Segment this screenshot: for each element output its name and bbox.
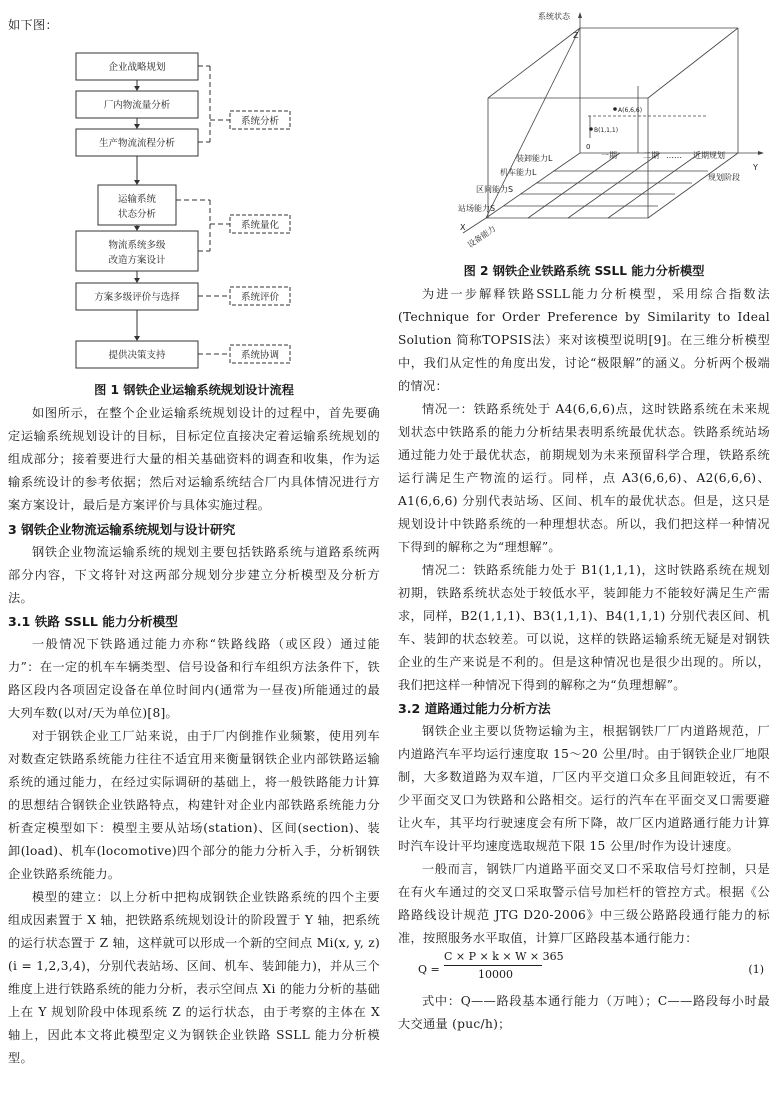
svg-text:设备能力: 设备能力 [465,223,498,250]
right-paragraph-2: 情况一：铁路系统处于 A4(6,6,6)点，这时铁路系统在未来规划状态中铁路系的能力分析结果表明系统最优状态。铁路系统站场通过能力处于最优状态，前期规划为未来预留科学合理，铁路系统运行满足生产物流的运行。同样，点 A3(6,6,6)、A2(6,6,6)、A1(6,6,6) 分别代表站场、区间、机车的最优状态。但是，这只是规划设计中铁路系统的一种理想状态。所以，我们把这样一种情况下得到的解称之为“理想解”。 [398,402,770,554]
right-paragraph-3: 情况二：铁路系统能力处于 B1(1,1,1)，这时铁路系统在规划初期，铁路系统状态处于较低水平，装卸能力不能较好满足生产需求，同样，B2(1,1,1)、B3(1,1,1)、B4(1,1,1) 分别代表区间、机车、装卸的状态较差。可以说，这样的铁路运输系统无疑是对钢铁企业的生产来说是不利的。但是这种情况也是很少出现的。所以，我们把这样一种情况下得到的解称之为“负理想解”。 [398,563,770,692]
svg-text:A(6,6,6): A(6,6,6) [618,107,643,114]
figure-2-3d-model [398,8,770,258]
svg-text:机车能力L: 机车能力L [500,168,537,177]
svg-text:B(1,1,1): B(1,1,1) [594,127,619,134]
svg-text:生产物流流程分析: 生产物流流程分析 [98,138,176,149]
left-paragraph-1: 如图所示，在整个企业运输系统规划设计的过程中，首先要确定运输系统规划设计的目标，目标定位直接决定着运输系统规划的组成部分；接着要进行大量的相关基础资料的调查和收集，作为运输系统设计的参考依据；然后对运输系统结合厂内具体情况进行方案方案设计，最后是方案评价与具体实施过程。 [8,406,380,512]
svg-text:运输系统: 运输系统 [117,194,157,205]
intro-text: 如下图： [8,18,58,32]
svg-text:系统评价: 系统评价 [240,292,280,303]
svg-text:提供决策支持: 提供决策支持 [108,350,166,361]
figure-2-caption: 图 2 钢铁企业铁路系统 SSLL 能力分析模型 [463,264,705,278]
svg-text:二期: 二期 [643,151,659,160]
svg-text:站场能力S: 站场能力S [458,204,496,213]
svg-text:区间能力S: 区间能力S [476,185,514,194]
svg-text:企业战略规划: 企业战略规划 [108,62,166,73]
svg-text:状态分析: 状态分析 [117,209,157,220]
left-paragraph-5: 模型的建立：以上分析中把构成钢铁企业铁路系统的四个主要组成因素置于 X 轴，把铁路系统规划设计的阶段置于 Y 轴，把系统的运行状态置于 Z 轴，这样就可以形成一个新的空间点 Mi(x, y, z) (i = 1,2,3,4)，分别代表站场、区间、机车、装卸能力)，并从三个维度上进行铁路系统的能力分析，表示空间点 Xi 的能力分析的基础上在 Y 规划阶段中体现系统 Z 的运行状态，由于考察的主体在 X 轴上，因此本文将此模型定义为钢铁企业铁路 SSLL 能力分析模型。 [8,890,380,1065]
svg-text:系统量化: 系统量化 [240,220,280,231]
svg-text:厂内物流量分析: 厂内物流量分析 [103,100,171,111]
svg-text:近期规划: 近期规划 [693,151,725,160]
svg-text:改造方案设计: 改造方案设计 [108,255,166,266]
figure-1-flowchart [8,40,380,375]
right-paragraph-1: 为进一步解释铁路SSLL能力分析模型，采用综合指数法(Technique for Order Preference by Similarity to Ideal Solution 简称TOPSIS法）来对该模型说明[9]。在三维分析模型中，我们从定性的角度出发，讨论“极限解”的涵义。分析两个极端的情况： [398,287,770,393]
svg-text:系统分析: 系统分析 [240,116,280,127]
left-paragraph-4: 对于钢铁企业工厂站来说，由于厂内倒推作业频繁，使用列车对数查定铁路系统能力往往不适宜用来衡量钢铁企业内部铁路运输系统的通过能力，在经过实际调研的基础上，将一般铁路能力计算的思想结合钢铁企业铁路特点，构建针对企业内部铁路系统能力分析查定模型如下：模型主要从站场(station)、区间(section)、装卸(load)、机车(locomotive)四个部分的能力分析入手，分析钢铁企业铁路系统能力。 [8,729,380,881]
svg-text:Z: Z [573,31,579,40]
section-3-heading: 3 钢铁企业物流运输系统规划与设计研究 [8,522,236,537]
svg-text:Y: Y [753,163,758,172]
svg-text:方案多级评价与选择: 方案多级评价与选择 [94,292,180,303]
svg-text:装卸能力L: 装卸能力L [516,154,553,163]
svg-text:……: …… [666,151,682,160]
right-paragraph-5: 一般而言，钢铁厂内道路平面交叉口不采取信号灯控制，只是在有火车通过的交叉口采取警示信号加栏杆的管控方式。根据《公路路线设计规范 JTG D20-2006》中三级公路路段通行能力的标准，按照服务水平取值，计算厂区路段基本通行能力： [398,862,770,945]
figure-1-caption: 图 1 钢铁企业运输系统规划设计流程 [94,383,294,397]
left-paragraph-2: 钢铁企业物流运输系统的规划主要包括铁路系统与道路系统两部分内容，下文将针对这两部分规划分步建立分析模型及分析方法。 [8,545,380,605]
left-paragraph-3: 一般情况下铁路通过能力亦称“铁路线路（或区段）通过能力”：在一定的机车车辆类型、信号设备和行车组织方法条件下，铁路区段内各项固定设备在单位时间内(通常为一昼夜)所能通过的最大列车数(以对/天为单位)[8]。 [8,637,380,720]
svg-text:物流系统多级: 物流系统多级 [108,240,166,251]
section-3-2-heading: 3.2 道路通过能力分析方法 [398,701,551,716]
svg-text:规划阶段: 规划阶段 [708,173,740,182]
svg-text:系统协调: 系统协调 [240,350,280,361]
svg-text:一期: 一期 [601,151,617,160]
svg-text:0: 0 [586,143,591,151]
svg-text:系统状态: 系统状态 [538,12,570,21]
svg-text:X: X [460,223,466,232]
right-paragraph-4: 钢铁企业主要以货物运输为主，根据钢铁厂厂内道路规范，厂内道路汽车平均运行速度取 15～20 公里/时。由于钢铁企业厂地限制，大多数道路为双车道，厂区内平交道口众多且间距较近，有不少平面交叉口为铁路和公路相交。运行的汽车在平面交叉口需要避让火车，其平均行驶速度会有所下降，故厂区内道路通行能力计算时汽车设计平均速度选取规范下限 15 公里/时作为设计速度。 [398,724,770,853]
section-3-1-heading: 3.1 铁路 SSLL 能力分析模型 [8,614,178,629]
formula-1: Q = C × P × k × W × 365 10000 (1) [418,950,764,981]
right-paragraph-6: 式中：Q——路段基本通行能力（万吨）；C——路段每小时最大交通量 (puc/h)； [398,994,770,1031]
